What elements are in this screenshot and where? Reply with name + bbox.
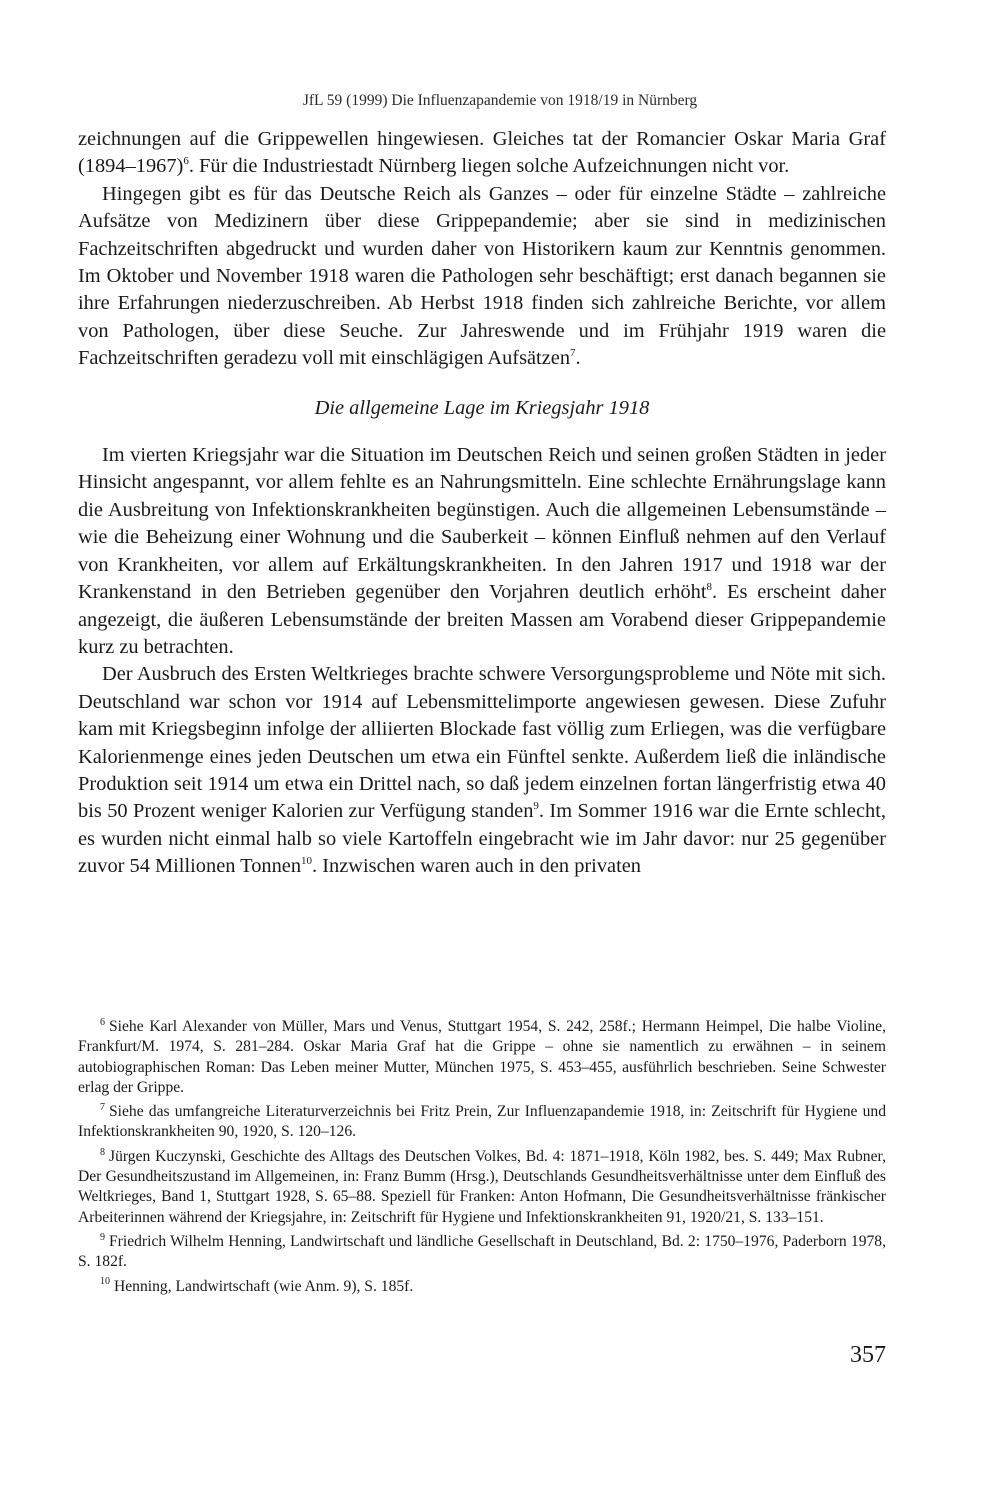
running-header: JfL 59 (1999) Die Influenzapandemie von 1918/19 in Nürnberg: [302, 92, 698, 109]
paragraph-text: zeichnungen auf die Grippewellen hingewiesen. Gleiches tat der Romancier Oskar Maria Graf (1894–1967): [78, 128, 886, 178]
footnote-text: Jürgen Kuczynski, Geschichte des Alltags des Deutschen Volkes, Bd. 4: 1871–1918, Köln 1982, bes. S. 449; Max Rubner, Der Gesundheitszustand im Allgemeinen, in: Franz Bumm (Hrsg.), Deutschlands Gesundheitsverhältnisse unter dem Einfluß des Weltkrieges, Band 1, Stuttgart 1928, S. 65–88. Speziell für Franken: Anton Hofmann, Die Gesundheitsverhältnisse fränkischer Arbeiterinnen während der Kriegsjahre, in: Zeitschrift für Hygiene und Infektionskrankheiten 91, 1920/21, S. 133–151.: [78, 1147, 886, 1226]
footnote-number: 9: [100, 1231, 105, 1243]
footnote-ref-7: 7: [570, 347, 576, 360]
paragraph-text: . Inzwischen waren auch in den privaten: [312, 855, 641, 878]
section-heading: Die allgemeine Lage im Kriegsjahr 1918: [314, 396, 650, 419]
paragraph-text: Hingegen gibt es für das Deutsche Reich als Ganzes – oder für einzelne Städte – zahlreiche Aufsätze von Medizinern über diese Grippepandemie; aber sie sind in medizinischen Fachzeitschriften abgedruckt und wurden daher von Historikern kaum zur Kenntnis genommen. Im Oktober und November 1918 waren die Pathologen sehr beschäftigt; erst danach begannen sie ihre Erfahrungen niederzuschreiben. Ab Herbst 1918 finden sich zahlreiche Berichte, vor allem von Pathologen, über diese Seuche. Zur Jahreswende und im Frühjahr 1919 waren die Fachzeitschriften geradezu voll mit einschlägigen Aufsätzen: [78, 182, 886, 370]
paragraph-1: [78, 126, 886, 181]
footnote-7: [78, 1102, 886, 1143]
paragraph-text: . Im Sommer 1916 war die Ernte schlecht, es wurden nicht einmal halb so viele Kartoffeln eingebracht wie im Jahr davor: nur 25 gegenüber zuvor 54 Millionen Tonnen: [78, 800, 886, 878]
footnote-number: 6: [100, 1016, 105, 1028]
paragraph-3: [78, 442, 886, 661]
footnote-10: [78, 1277, 886, 1297]
footnote-8: [78, 1147, 886, 1228]
footnote-ref-10: 10: [301, 855, 313, 868]
paragraph-text: .: [575, 347, 581, 370]
footnote-ref-9: 9: [533, 800, 539, 813]
paragraph-2: [78, 181, 886, 373]
paragraph-text: Der Ausbruch des Ersten Weltkrieges brachte schwere Versorgungsprobleme und Nöte mit sich. Deutschland war schon vor 1914 auf Lebensmittelimporte angewiesen gewesen. Diese Zufuhr kam mit Kriegsbeginn infolge der alliierten Blockade fast völlig zum Erliegen, was die verfügbare Kalorienmenge eines jeden Deutschen um etwa ein Fünftel senkte. Außerdem ließ die inländische Produktion seit 1914 um etwa ein Drittel nach, so daß jedem einzelnen fortan längerfristig etwa 40 bis 50 Prozent weniger Kalorien zur Verfügung standen: [78, 663, 886, 823]
page-number: 357: [850, 1342, 886, 1368]
footnote-number: 7: [100, 1102, 105, 1113]
footnote-text: Siehe Karl Alexander von Müller, Mars und Venus, Stuttgart 1954, S. 242, 258f.; Hermann Heimpel, Die halbe Violine, Frankfurt/M. 1974, S. 281–284. Oskar Maria Graf hat die Grippe – ohne sie namentlich zu erwähnen – in seinem autobiographischen Roman: Das Leben meiner Mutter, München 1975, S. 453–455, ausführlich beschrieben. Seine Schwester erlag der Grippe.: [78, 1018, 886, 1096]
footnote-text: Friedrich Wilhelm Henning, Landwirtschaft und ländliche Gesellschaft in Deutschland, Bd. 2: 1750–1976, Paderborn 1978, S. 182f.: [78, 1232, 886, 1271]
paragraph-text: . Für die Industriestadt Nürnberg liegen solche Aufzeichnungen nicht vor.: [188, 155, 790, 178]
footnote-text: Siehe das umfangreiche Literaturverzeichnis bei Fritz Prein, Zur Influenzapandemie 1918, in: Zeitschrift für Hygiene und Infektionskrankheiten 90, 1920, S. 120–126.: [78, 1103, 886, 1141]
footnote-ref-6: 6: [183, 155, 189, 168]
paragraph-text: . Es erscheint daher angezeigt, die äußeren Lebensumstände der breiten Massen am Vorabend dieser Grippepandemie kurz zu betrachten.: [78, 581, 886, 658]
footnote-9: [78, 1232, 886, 1273]
footnotes: [78, 1017, 886, 1301]
paragraph-text: Im vierten Kriegsjahr war die Situation im Deutschen Reich und seinen großen Städten in jeder Hinsicht angespannt, vor allem fehlte es an Nahrungsmitteln. Eine schlechte Ernährungslage kann die Ausbreitung von Infektionskrankheiten begünstigen. Auch die allgemeinen Lebensumstände – wie die Beheizung einer Wohnung und die Sauberkeit – können Einfluß nehmen auf den Verlauf von Krankheiten, vor allem auf Erkältungskrankheiten. In den Jahren 1917 und 1918 war der Krankenstand in den Betrieben gegenüber den Vorjahren deutlich erhöht: [78, 444, 886, 604]
paragraph-4: [78, 661, 886, 880]
footnote-6: [78, 1017, 886, 1098]
footnote-ref-8: 8: [706, 581, 713, 594]
main-text: [78, 126, 886, 881]
footnote-text: Henning, Landwirtschaft (wie Anm. 9), S. 185f.: [114, 1277, 414, 1295]
footnote-number: 8: [100, 1146, 105, 1158]
footnote-number: 10: [100, 1276, 110, 1288]
